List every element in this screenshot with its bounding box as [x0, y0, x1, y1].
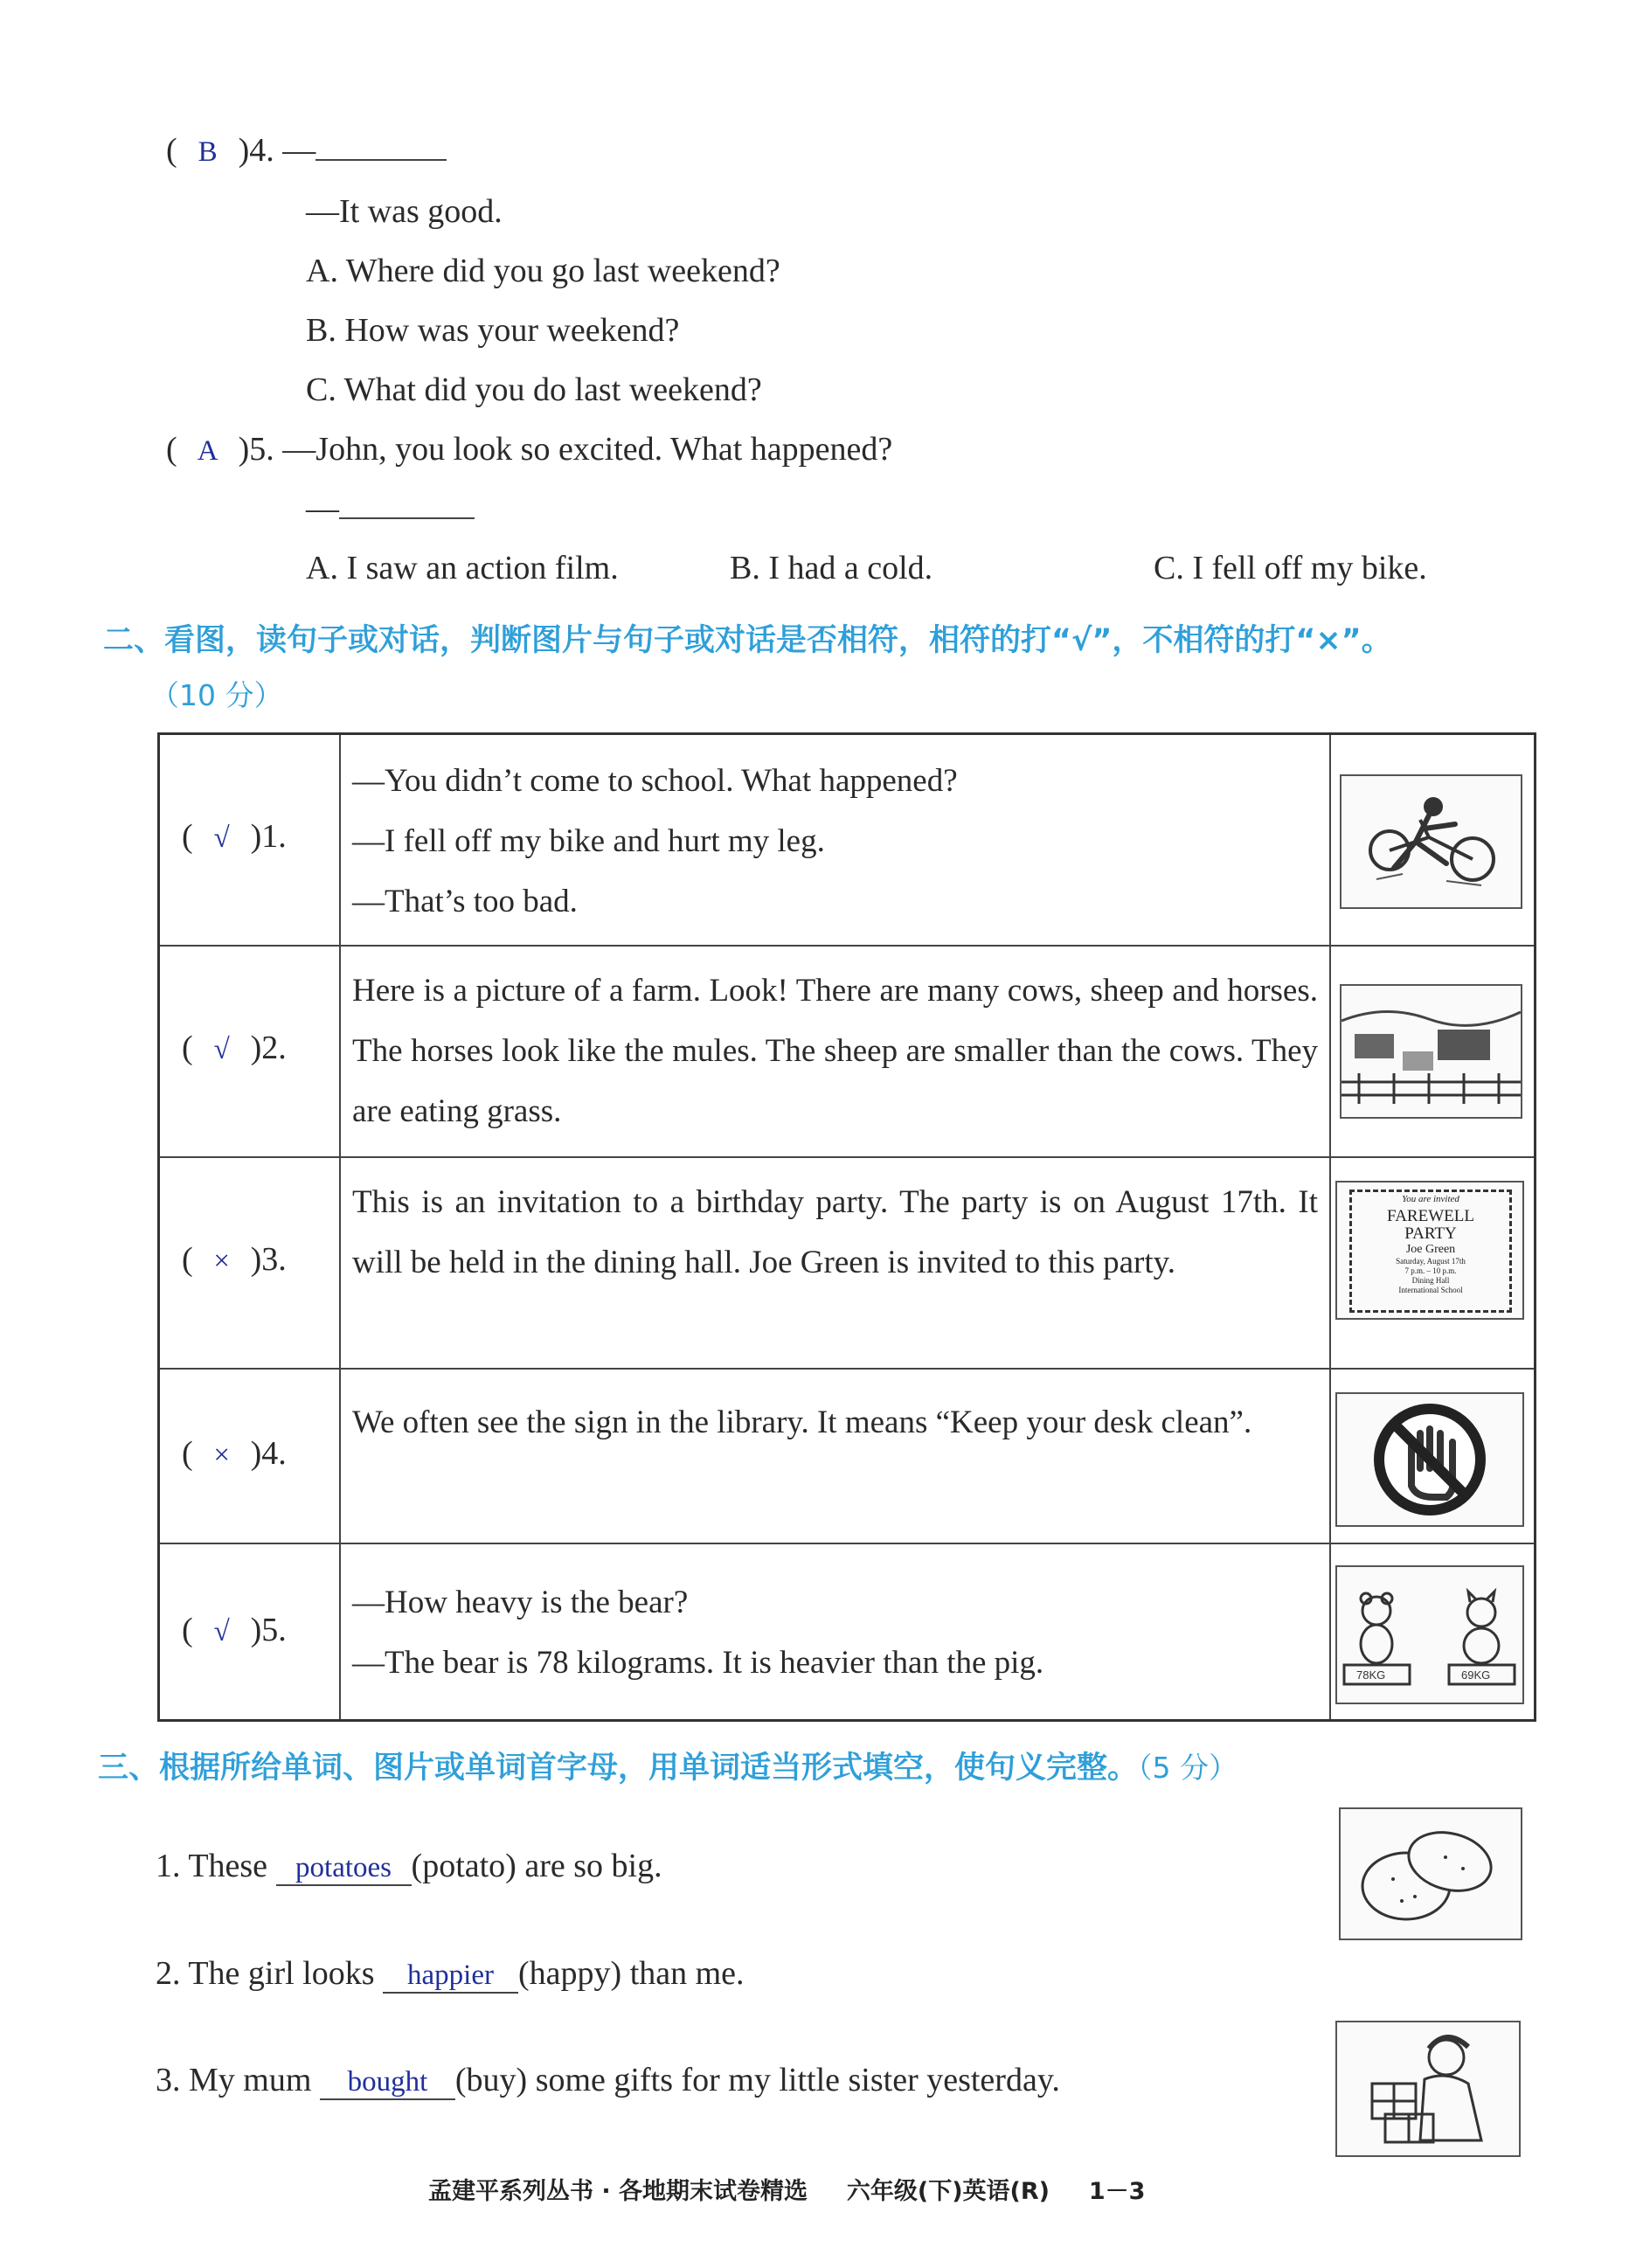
q4-option-c: C. What did you do last weekend?	[306, 371, 762, 408]
no-touching-sign-icon	[1337, 1394, 1522, 1525]
part2-score: （10 分）	[150, 678, 283, 712]
footer-series: 孟建平系列丛书 · 各地期末试卷精选	[428, 2178, 808, 2205]
fill-answer: happier	[383, 1959, 518, 1994]
q5-option-a: A. I saw an action film.	[306, 550, 619, 586]
table-row-mark: ( √ )5.	[182, 1612, 287, 1648]
table-divider	[1329, 735, 1331, 1719]
table-row-mark: ( √ )1.	[182, 818, 287, 855]
q4-option-b: B. How was your weekend?	[306, 312, 680, 349]
q4-blank	[315, 159, 447, 161]
invitation-picture	[1335, 1181, 1524, 1320]
bike-fall-icon	[1341, 776, 1521, 907]
table-row-text: This is an invitation to a birthday party. The party is on August 17th. It will be held in the dining hall. Joe Green is invited to this party.	[352, 1184, 1318, 1280]
q5-option-b: B. I had a cold.	[730, 550, 933, 586]
table-row-text: —How heavy is the bear? —The bear is 78 kilograms. It is heavier than the pig.	[352, 1585, 1044, 1681]
fill-item-3: 3. My mum bought (buy) some gifts for my little sister yesterday.	[156, 2062, 1060, 2098]
q5-reply: —	[306, 489, 475, 528]
page-footer	[428, 2172, 1145, 2206]
potatoes-picture	[1339, 1807, 1522, 1940]
no-touching-sign-picture	[1335, 1392, 1524, 1527]
footer-grade: 六年级(下)英语(R)	[846, 2178, 1050, 2205]
invitation-card: You are invited FAREWELL PARTY Joe Green Saturday, August 17th 7 p.m. – 10 p.m. Dining Hall International School	[1349, 1189, 1512, 1313]
table-divider	[160, 945, 1534, 947]
table-divider	[160, 1156, 1534, 1158]
q5-option-c: C. I fell off my bike.	[1154, 550, 1427, 586]
table-row-mark: ( √ )2.	[182, 1030, 287, 1066]
part3-heading: 三、根据所给单词、图片或单词首字母，用单词适当形式填空，使句义完整。（5 分）	[98, 1751, 1238, 1786]
fill-answer: bought	[320, 2066, 455, 2100]
part3-score: （5 分）	[1138, 1751, 1238, 1785]
gifts-picture	[1335, 2021, 1521, 2157]
table-divider	[160, 1543, 1534, 1544]
farm-picture	[1340, 984, 1522, 1119]
potatoes-icon	[1341, 1809, 1521, 1939]
q5-answer: A	[197, 435, 218, 467]
q4-reply: —It was good.	[306, 193, 503, 230]
fill-item-1: 1. These potatoes (potato) are so big.	[156, 1848, 662, 1884]
table-row-text: Here is a picture of a farm. Look! There are many cows, sheep and horses. The horses look like the mules. The sheep are smaller than the cows. They are eating grass.	[352, 973, 1318, 1129]
scale-reading-left: 78KG	[1356, 1668, 1386, 1682]
woman-with-gifts-icon	[1337, 2022, 1519, 2155]
part2-heading: 二、看图，读句子或对话，判断图片与句子或对话是否相符，相符的打“√”，不相符的打“×”。	[103, 623, 1392, 658]
bike-fall-picture	[1340, 774, 1522, 909]
scales-picture	[1335, 1565, 1524, 1704]
fill-answer: potatoes	[276, 1852, 412, 1886]
table-divider	[160, 1368, 1534, 1370]
farm-icon	[1341, 986, 1521, 1117]
fill-item-2: 2. The girl looks happier (happy) than me.	[156, 1955, 745, 1992]
judge-table	[157, 732, 1536, 1722]
q5-stem: ( A )5. —John, you look so excited. What happened?	[166, 431, 893, 468]
q4-number: )4. —	[238, 132, 316, 169]
q4-stem: ( B )4. —	[166, 131, 447, 170]
q4-answer: B	[198, 136, 218, 168]
q4-option-a: A. Where did you go last weekend?	[306, 253, 780, 289]
table-row-mark: ( × )3.	[182, 1241, 287, 1278]
q5-blank	[339, 517, 475, 519]
q5-number: )5. —John, you look so excited. What happened?	[238, 431, 893, 468]
table-row-text: —You didn’t come to school. What happened? —I fell off my bike and hurt my leg. —That’s too bad.	[352, 763, 958, 919]
table-divider	[339, 735, 341, 1719]
table-row-mark: ( × )4.	[182, 1435, 287, 1472]
scale-reading-right: 69KG	[1461, 1668, 1491, 1682]
bear-pig-scales-icon	[1337, 1567, 1522, 1703]
footer-page-number: 1－3	[1088, 2178, 1146, 2205]
table-row-text: We often see the sign in the library. It means “Keep your desk clean”.	[352, 1404, 1252, 1440]
